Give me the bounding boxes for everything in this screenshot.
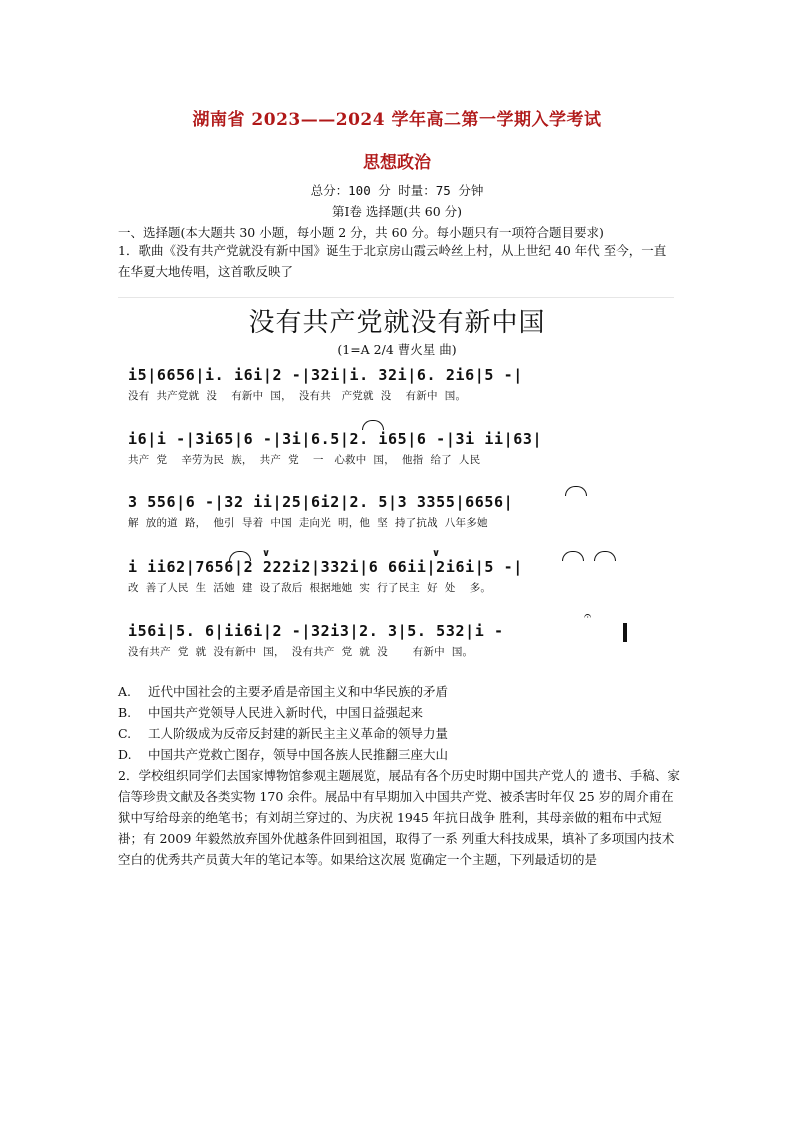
exam-title: 湖南省 2023——2024 学年高二第一学期入学考试 [192,110,602,130]
slur-arc-icon [229,551,251,561]
fermata-icon: 𝄐 [584,609,592,624]
answer-options [118,681,698,765]
subject-title: 思想政治 [363,153,431,173]
option-letter: C. [118,726,132,741]
option-letter: B. [118,705,132,720]
score-lyrics: 没有共产 党 就 没有新中 国， 没有共产 党 就 没 有新中 国。 [128,646,474,658]
score-lyrics: 改 善了人民 生 活她 建 设了敌后 根据地她 实 行了民主 好 处 多。 [128,582,492,594]
score-notes: i ii62|7656|2 222i2|332i|6 66ii|2i6i|5 -| [128,558,523,576]
score-notes: i56i|5. 6|ii6i|2 -|32i3|2. 3|5. 532|i - [128,622,504,640]
score-row [128,558,668,595]
option-text: 近代中国社会的主要矛盾是帝国主义和中华民族的矛盾 [148,684,449,699]
option-letter: A. [118,684,132,699]
option-letter: D. [118,747,132,762]
option-text: 中国共产党领导人民进入新时代，中国日益强起来 [148,705,424,720]
score-notes: 3 556|6 -|32 ii|25|6i2|2. 5|3 3355|6656| [128,493,514,511]
divider [118,297,674,298]
score-row [128,430,668,467]
breath-mark-icon: ∨ [262,548,271,559]
song-title: 没有共产党就没有新中国 [248,308,546,338]
breath-mark-icon: ∨ [432,548,441,559]
slur-arc-icon [562,551,584,561]
option-b[interactable] [118,702,698,723]
score-row [128,493,668,530]
score-notes: i5|6656|i. i6i|2 -|32i|i. 32i|6. 2i6|5 -| [128,366,523,384]
score-row [128,366,668,403]
question-1: 1．歌曲《没有共产党就没有新中国》诞生于北京房山霞云岭丝上村，从上世纪 40 年代 至今，一直在华夏大地传唱，这首歌反映了 [118,243,667,279]
exam-meta: 总分：100 分 时量：75 分钟 [310,183,484,198]
question-2: 2．学校组织同学们去国家博物馆参观主题展览，展品有各个历史时期中国共产党人的 遗书、手稿、家信等珍贵文献及各类实物 170 余件。展品中有早期加入中国共产党、被杀害时年仅 25 岁的周介甫在狱中写给母亲的绝笔书；有刘胡兰穿过的、为庆祝 1945 年抗日战争 胜利，其母亲做的粗布中式短褂；有 2009 年毅然放弃国外优越条件回到祖国，取得了一系 列重大科技成果，填补了多项国内技术空白的优秀共产员黄大年的笔记本等。如果给这次展 览确定一个主题，下列最适切的是 [118,768,680,867]
song-key: (1=A 2/4 曹火星 曲) [337,342,457,357]
final-barline-icon [623,623,627,642]
slur-arc-icon [362,420,384,430]
slur-arc-icon [594,551,616,561]
option-text: 工人阶级成为反帝反封建的新民主主义革命的领导力量 [148,726,449,741]
score-lyrics: 解 放的道 路， 他引 导着 中国 走向光 明，他 坚 持了抗战 八年多她 [128,517,488,529]
option-d[interactable] [118,744,698,765]
slur-arc-icon [565,486,587,496]
section-instructions: 一、选择题(本大题共 30 小题，每小题 2 分，共 60 分。每小题只有一项符合题目要求) [118,225,604,240]
score-lyrics: 共产 党 辛劳为民 族， 共产 党 一 心救中 国， 他指 给了 人民 [128,454,481,466]
option-c[interactable] [118,723,698,744]
score-notes: i6|i -|3i65|6 -|3i|6.5|2. i65|6 -|3i ii|63| [128,430,543,448]
score-lyrics: 没有 共产党就 没 有新中 国， 没有共 产党就 没 有新中 国。 [128,390,467,402]
option-text: 中国共产党救亡图存，领导中国各族人民推翻三座大山 [148,747,449,762]
section-heading: 第Ⅰ卷 选择题(共 60 分) [331,204,463,219]
option-a[interactable] [118,681,698,702]
score-row [128,622,668,659]
